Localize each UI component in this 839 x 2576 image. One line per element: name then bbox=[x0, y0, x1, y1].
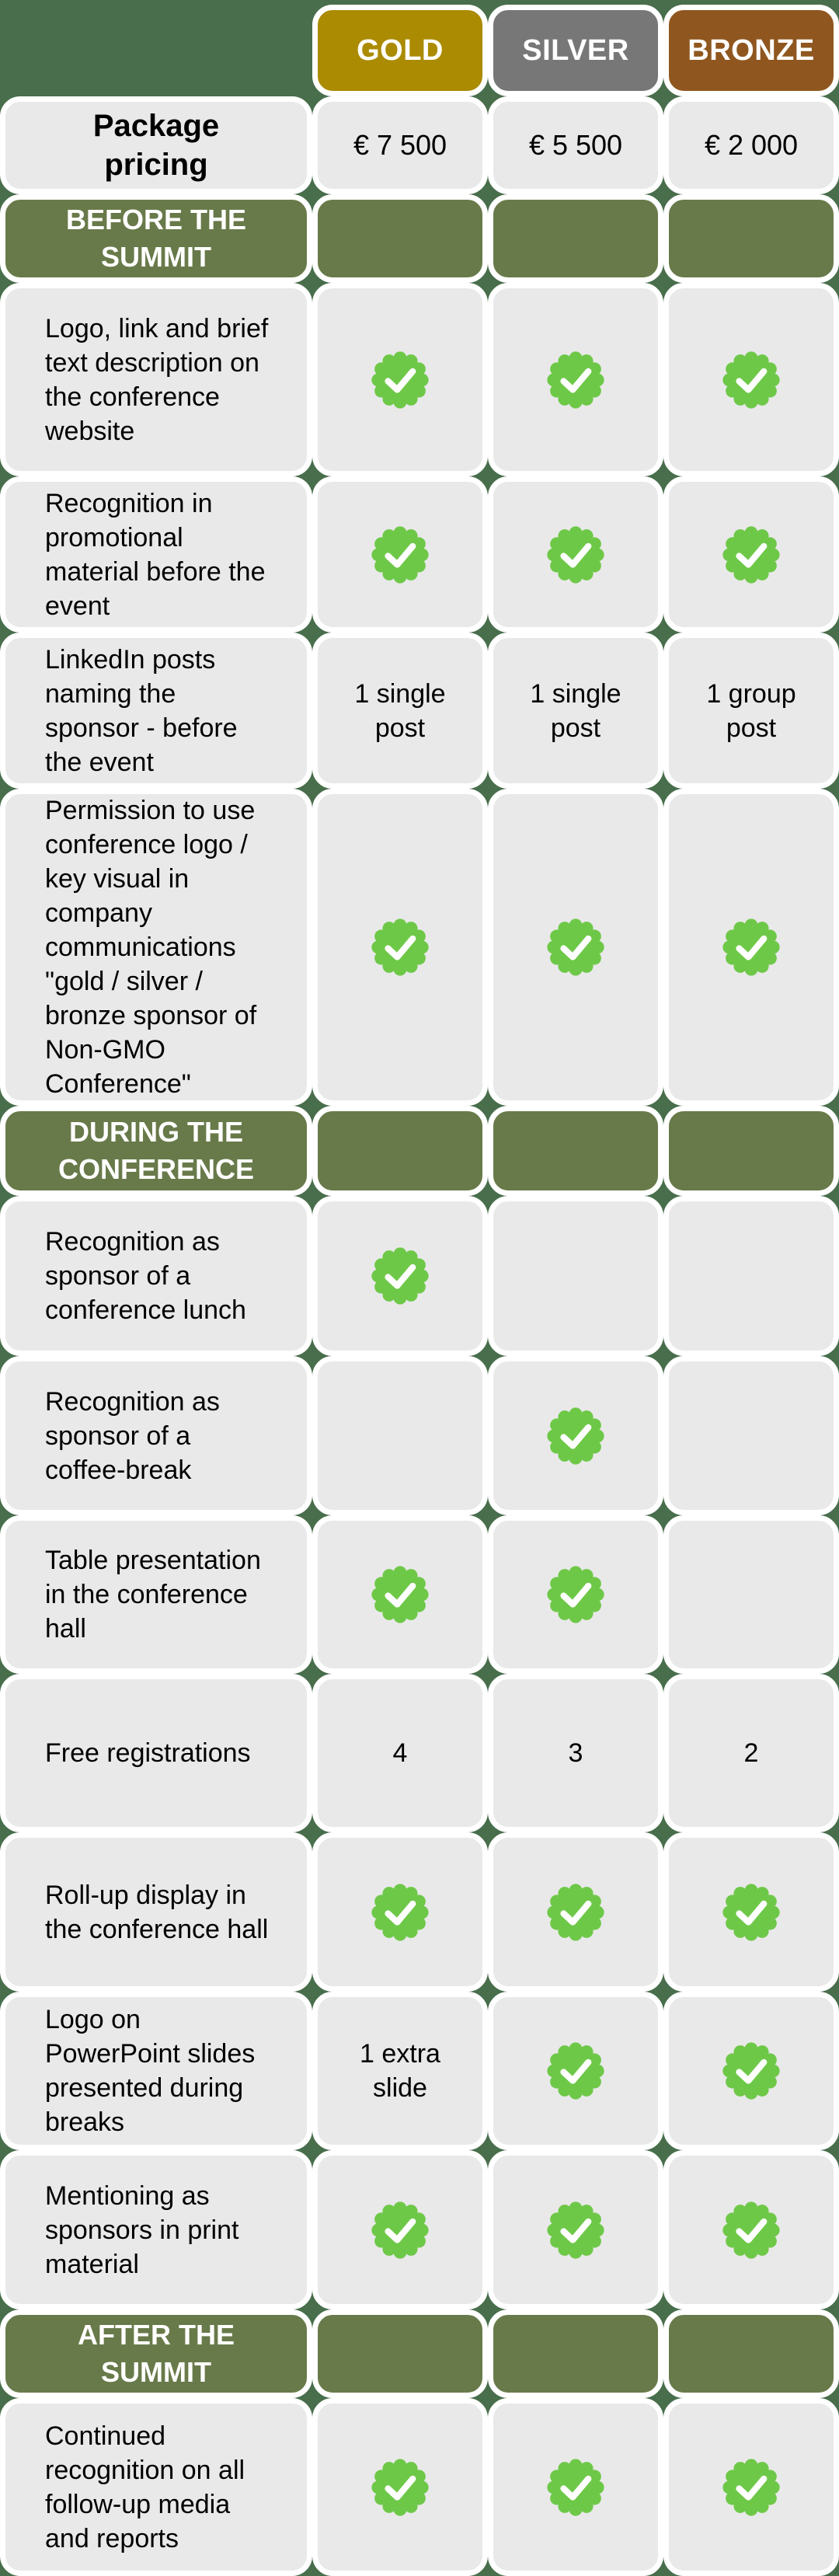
feature-label: Recognition as sponsor of a conference lunch bbox=[45, 1227, 246, 1325]
feature-value-bronze bbox=[663, 2398, 839, 2576]
feature-label-cell bbox=[0, 1832, 312, 1992]
section-header-before-the-summit bbox=[0, 194, 312, 283]
section-header-spacer bbox=[663, 1106, 839, 1196]
feature-label-cell bbox=[0, 789, 312, 1106]
package-pricing-label-cell bbox=[0, 96, 312, 194]
feature-value-bronze bbox=[663, 476, 839, 633]
feature-value-bronze bbox=[663, 1196, 839, 1356]
feature-value-bronze bbox=[663, 1832, 839, 1992]
feature-value-gold bbox=[312, 2150, 488, 2309]
check-badge-icon bbox=[547, 2459, 604, 2516]
check-badge-icon bbox=[547, 2201, 604, 2259]
feature-label: Roll-up display in the conference hall bbox=[45, 1880, 269, 1944]
feature-value-gold bbox=[312, 1356, 488, 1515]
feature-value-text: 3 bbox=[568, 1738, 583, 1768]
feature-value-gold bbox=[312, 633, 488, 789]
check-badge-icon bbox=[722, 526, 780, 584]
feature-value-silver bbox=[488, 2150, 663, 2309]
section-header-spacer bbox=[312, 2309, 488, 2398]
feature-label: Logo on PowerPoint slides presented during breaks bbox=[45, 2005, 256, 2137]
feature-value-silver bbox=[488, 2398, 663, 2576]
feature-value-text: 1 group post bbox=[706, 678, 796, 743]
feature-value-gold bbox=[312, 789, 488, 1106]
section-header-spacer bbox=[312, 1106, 488, 1196]
check-badge-icon bbox=[722, 351, 780, 409]
price-bronze bbox=[663, 96, 839, 194]
check-badge-icon bbox=[547, 351, 604, 409]
price-bronze-value: € 2 000 bbox=[704, 129, 799, 161]
feature-value-bronze bbox=[663, 1674, 839, 1832]
feature-value-silver bbox=[488, 1515, 663, 1674]
check-badge-icon bbox=[722, 2459, 780, 2516]
tier-header-gold bbox=[312, 5, 488, 96]
check-badge-icon bbox=[371, 1566, 429, 1623]
feature-label: Recognition in promotional material before the event bbox=[45, 488, 266, 621]
section-title: BEFORE THE SUMMIT bbox=[65, 204, 246, 273]
feature-value-silver bbox=[488, 633, 663, 789]
feature-value-bronze bbox=[663, 2150, 839, 2309]
section-header-spacer bbox=[488, 2309, 663, 2398]
feature-value-gold bbox=[312, 476, 488, 633]
section-header-after-the-summit bbox=[0, 2309, 312, 2398]
feature-value-gold bbox=[312, 1674, 488, 1832]
empty-corner bbox=[0, 5, 312, 96]
check-badge-icon bbox=[371, 919, 429, 976]
price-gold-value: € 7 500 bbox=[353, 129, 447, 161]
check-badge-icon bbox=[547, 919, 604, 976]
feature-value-gold bbox=[312, 2398, 488, 2576]
tier-header-silver bbox=[488, 5, 663, 96]
feature-value-bronze bbox=[663, 283, 839, 476]
check-badge-icon bbox=[371, 2459, 429, 2516]
feature-value-text: 1 single post bbox=[354, 678, 446, 743]
feature-label-cell bbox=[0, 1515, 312, 1674]
check-badge-icon bbox=[547, 1407, 604, 1465]
check-badge-icon bbox=[722, 1884, 780, 1941]
feature-value-silver bbox=[488, 1832, 663, 1992]
section-header-during-the-conference bbox=[0, 1106, 312, 1196]
feature-value-gold bbox=[312, 1832, 488, 1992]
feature-value-gold bbox=[312, 1515, 488, 1674]
check-badge-icon bbox=[371, 2201, 429, 2259]
feature-value-text: 4 bbox=[392, 1738, 408, 1768]
feature-value-gold bbox=[312, 283, 488, 476]
feature-label-cell bbox=[0, 2398, 312, 2576]
feature-value-silver bbox=[488, 789, 663, 1106]
price-silver-value: € 5 500 bbox=[528, 129, 623, 161]
feature-label-cell bbox=[0, 1196, 312, 1356]
feature-value-silver bbox=[488, 1356, 663, 1515]
tier-name-silver: SILVER bbox=[522, 33, 629, 67]
feature-label: Mentioning as sponsors in print material bbox=[45, 2180, 239, 2279]
feature-value-bronze bbox=[663, 789, 839, 1106]
feature-value-bronze bbox=[663, 1356, 839, 1515]
feature-value-silver bbox=[488, 476, 663, 633]
feature-value-text: 2 bbox=[743, 1738, 759, 1768]
feature-value-bronze bbox=[663, 1992, 839, 2150]
check-badge-icon bbox=[547, 1884, 604, 1941]
section-header-spacer bbox=[663, 2309, 839, 2398]
feature-value-silver bbox=[488, 1196, 663, 1356]
feature-value-text: 1 extra slide bbox=[360, 2039, 440, 2103]
check-badge-icon bbox=[722, 2042, 780, 2100]
feature-value-gold bbox=[312, 1196, 488, 1356]
feature-label: Logo, link and brief text description on the conference website bbox=[45, 313, 269, 446]
feature-label: LinkedIn posts naming the sponsor - before the event bbox=[45, 644, 238, 777]
section-header-spacer bbox=[663, 194, 839, 283]
check-badge-icon bbox=[371, 351, 429, 409]
check-badge-icon bbox=[371, 526, 429, 584]
check-badge-icon bbox=[547, 1566, 604, 1623]
section-title: DURING THE CONFERENCE bbox=[57, 1116, 255, 1185]
feature-value-silver bbox=[488, 283, 663, 476]
feature-value-bronze bbox=[663, 633, 839, 789]
price-gold bbox=[312, 96, 488, 194]
check-badge-icon bbox=[547, 526, 604, 584]
feature-value-bronze bbox=[663, 1515, 839, 1674]
feature-value-silver bbox=[488, 1674, 663, 1832]
feature-label-cell bbox=[0, 1356, 312, 1515]
tier-name-bronze: BRONZE bbox=[688, 33, 815, 67]
feature-label-cell bbox=[0, 283, 312, 476]
check-badge-icon bbox=[547, 2042, 604, 2100]
feature-label-cell bbox=[0, 2150, 312, 2309]
check-badge-icon bbox=[371, 1247, 429, 1305]
check-badge-icon bbox=[722, 2201, 780, 2259]
section-header-spacer bbox=[312, 194, 488, 283]
feature-label: Permission to use conference logo / key visual in company communications "gold / silver / bronze sponsor of Non-GMO Conference" bbox=[45, 796, 257, 1099]
feature-value-text: 1 single post bbox=[530, 678, 621, 743]
feature-label-cell bbox=[0, 633, 312, 789]
feature-value-silver bbox=[488, 1992, 663, 2150]
feature-label-cell bbox=[0, 1992, 312, 2150]
feature-label: Recognition as sponsor of a coffee-break bbox=[45, 1386, 220, 1485]
tier-header-bronze bbox=[663, 5, 839, 96]
feature-label-cell bbox=[0, 476, 312, 633]
price-silver bbox=[488, 96, 663, 194]
package-pricing-label: Package pricing bbox=[92, 109, 220, 182]
section-title: AFTER THE SUMMIT bbox=[78, 2319, 235, 2388]
check-badge-icon bbox=[722, 919, 780, 976]
feature-label: Free registrations bbox=[45, 1738, 251, 1768]
section-header-spacer bbox=[488, 194, 663, 283]
section-header-spacer bbox=[488, 1106, 663, 1196]
feature-label: Table presentation in the conference hall bbox=[45, 1546, 261, 1644]
tier-name-gold: GOLD bbox=[357, 33, 444, 67]
check-badge-icon bbox=[371, 1884, 429, 1941]
feature-label-cell bbox=[0, 1674, 312, 1832]
feature-label: Continued recognition on all follow-up media and reports bbox=[45, 2421, 245, 2553]
feature-value-gold bbox=[312, 1992, 488, 2150]
